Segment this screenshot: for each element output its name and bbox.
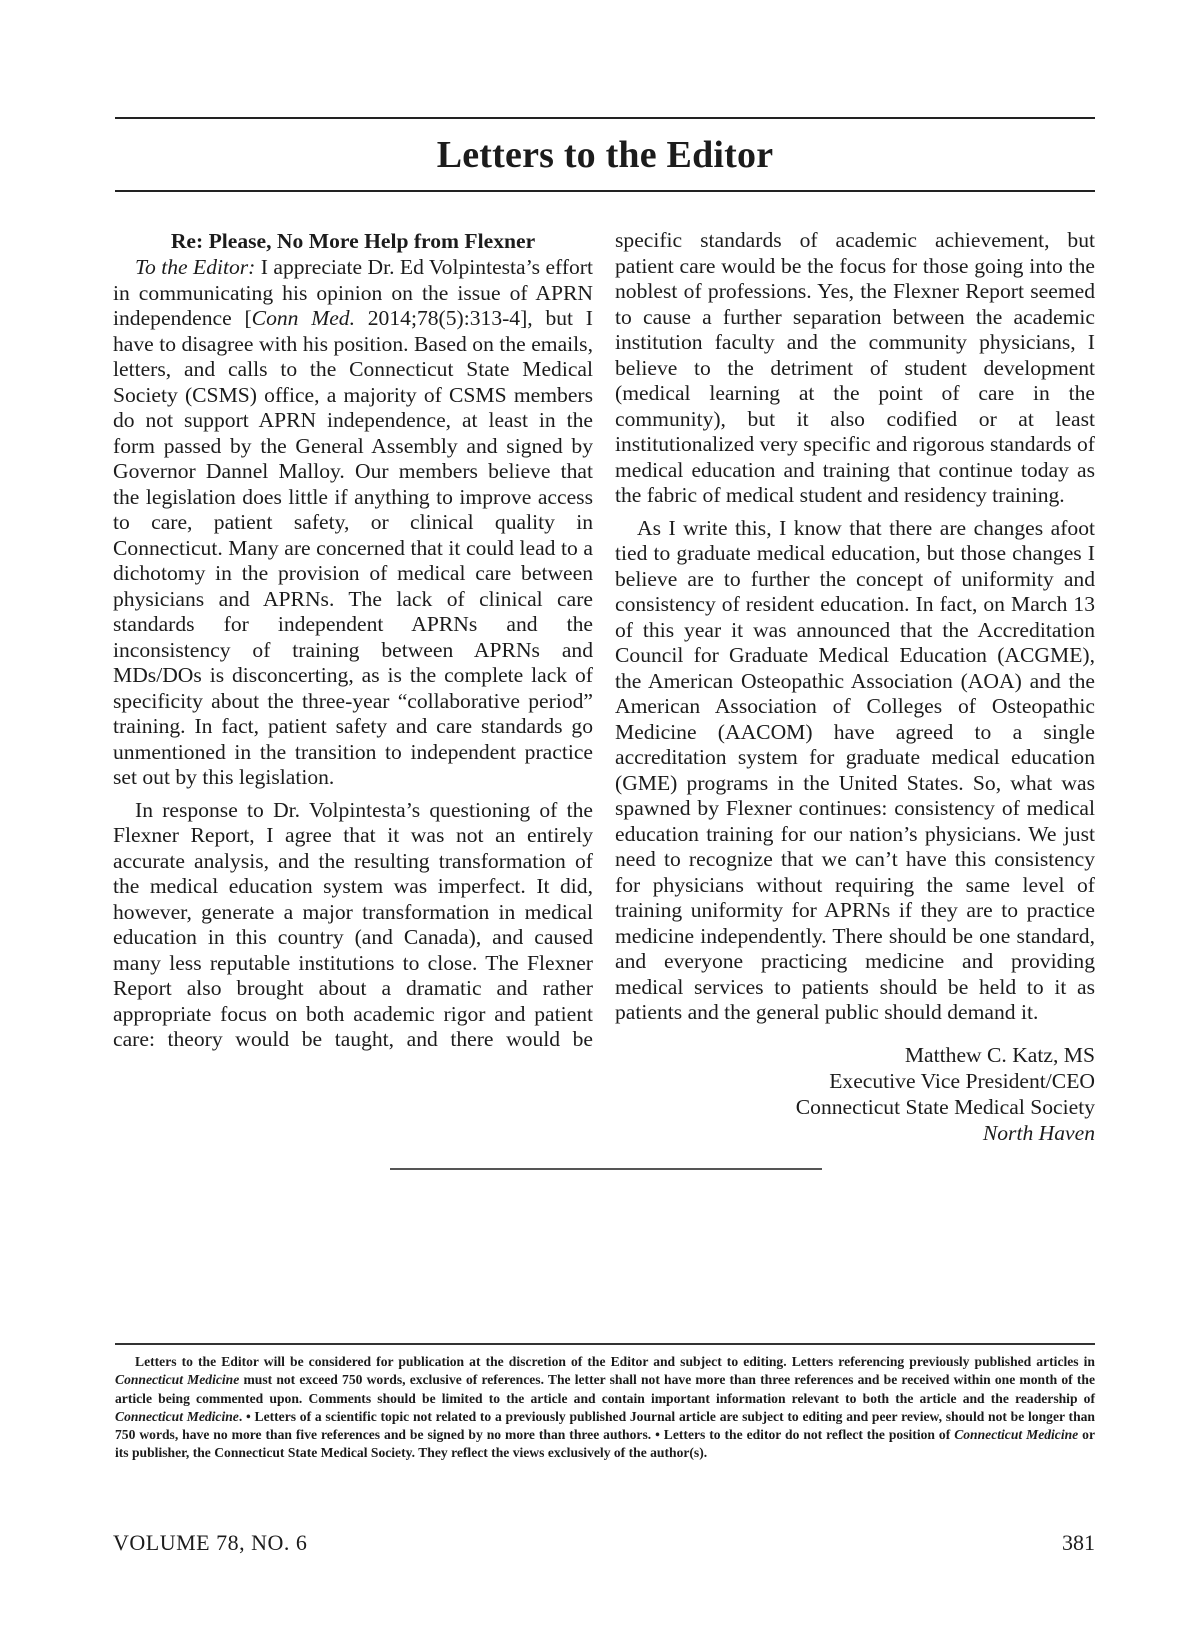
notice-journal-3: Connecticut Medicine xyxy=(954,1427,1079,1443)
letter-paragraph-3: As I write this, I know that there are changes afoot tied to graduate medical education, but those changes I believe are to further the concept of uniformity and consistency of resident education. In fact, on March 13 of this year it was announced that the Accreditation Council for Graduate Medical Education (ACGME), the American Osteopathic Association (AOA) and the American Association of Colleges of Osteopathic Medicine (AACOM) have agreed to a single accreditation system for graduate medical education (GME) programs in the United States. So, what was spawned by Flexner continues: consistency of medical education training for our nation’s physicians. We just need to recognize that we can’t have this consistency for physicians without requiring the same level of training uniformity for APRNs if they are to practice medicine independently. There should be one standard, and everyone practicing medicine and providing medical services to patients should be held to it as patients and the general public should demand it. xyxy=(615,515,1095,1024)
journal-citation: Conn Med. xyxy=(251,306,355,330)
salutation: To the Editor: xyxy=(135,255,256,279)
submission-notice xyxy=(115,1353,1095,1463)
paragraph-1-text-b: 2014;78(5):313-4], but I have to disagree with his position. Based on the emails, letters, and calls to the Connecticut State Medical Society (CSMS) office, a majority of CSMS members do not support APRN independence, at least in the form passed by the General Assembly and signed by Governor Dannel Malloy. Our members believe that the legislation does little if anything to improve access to care, patient safety, or clinical quality in Connecticut. Many are concerned that it could lead to a dichotomy in the provision of medical care between physicians and APRNs. The lack of clinical care standards for independent APRNs and the inconsistency of training between APRNs and MDs/DOs is disconcerting, as is the complete lack of specificity about the three-year “collaborative period” training. In fact, patient safety and care standards go unmentioned in the transition to independent practice set out by this legislation. xyxy=(113,306,594,789)
title-top-rule xyxy=(115,117,1095,119)
letter-heading: Re: Please, No More Help from Flexner xyxy=(170,229,536,253)
signature-block xyxy=(615,1042,1095,1146)
section-divider xyxy=(390,1168,822,1170)
footer-page-number: 381 xyxy=(1062,1530,1095,1555)
notice-text-3: . • Letters of a scientific topic not related to a previously published Journal article are subject to editing and peer review, should not be longer than 750 words, have no more than five references and be signed by no more than three authors. • Letters to the editor do not reflect the position of xyxy=(115,1408,1095,1443)
letter-paragraph-1 xyxy=(113,255,593,791)
notice-text-4: or its publisher, the Connecticut State Medical Society. They reflect the views exclusively of the author(s). xyxy=(115,1427,1095,1461)
letter-paragraph-2: In response to Dr. Volpintesta’s questioning of the Flexner Report, I agree that it was not an entirely accurate analysis, and the resulting transformation of the medical education system was imperfect. It did, however, generate a major transformation in medical education in this country (and Canada), and caused many less reputable institutions to close. The Flexner Report also brought about a dramatic and rather appropriate focus on both academic rigor and patient care: theory would be taught, and there would be xyxy=(113,797,593,1051)
signature-location: North Haven xyxy=(982,1120,1095,1145)
paragraph-1-text-a: I appreciate Dr. Ed Volpintesta’s effort in communicating his opinion on the issue of APRN independence [ xyxy=(113,255,594,330)
notice-journal-2: Connecticut Medicine xyxy=(115,1408,239,1424)
signature-organization: Connecticut State Medical Society xyxy=(795,1094,1095,1119)
letter-paragraph-2-continued: specific standards of academic achievement, but patient care would be the focus for those going into the noblest of professions. Yes, the Flexner Report seemed to cause a further separation between the academic institution faculty and the community physicians, I believe to the detriment of student development (medical learning at the point of care in the community), but it also codified or at least institutionalized very specific and rigorous standards of medical education and training that continue today as the fabric of medical student and residency training. xyxy=(615,228,1095,507)
signature-title: Executive Vice President/CEO xyxy=(829,1068,1095,1093)
notice-journal-1: Connecticut Medicine xyxy=(115,1372,240,1388)
left-column xyxy=(113,228,593,1060)
title-bottom-rule xyxy=(115,190,1095,192)
right-column xyxy=(615,228,1095,1146)
page-title: Letters to the Editor xyxy=(436,134,774,176)
signature-name: Matthew C. Katz, MS xyxy=(904,1042,1095,1067)
notice-rule xyxy=(115,1343,1095,1345)
notice-text-1: Letters to the Editor will be considered for publication at the discretion of the Editor and subject to editing. Letters referencing previously published articles in xyxy=(135,1354,1095,1369)
footer-volume: VOLUME 78, NO. 6 xyxy=(113,1530,308,1555)
notice-text-2: must not exceed 750 words, exclusive of references. The letter shall not have more than three references and be received within one month of the article being commented upon. Comments should be limited to the article and contain important information relevant to both the article and the readership of xyxy=(115,1372,1095,1406)
